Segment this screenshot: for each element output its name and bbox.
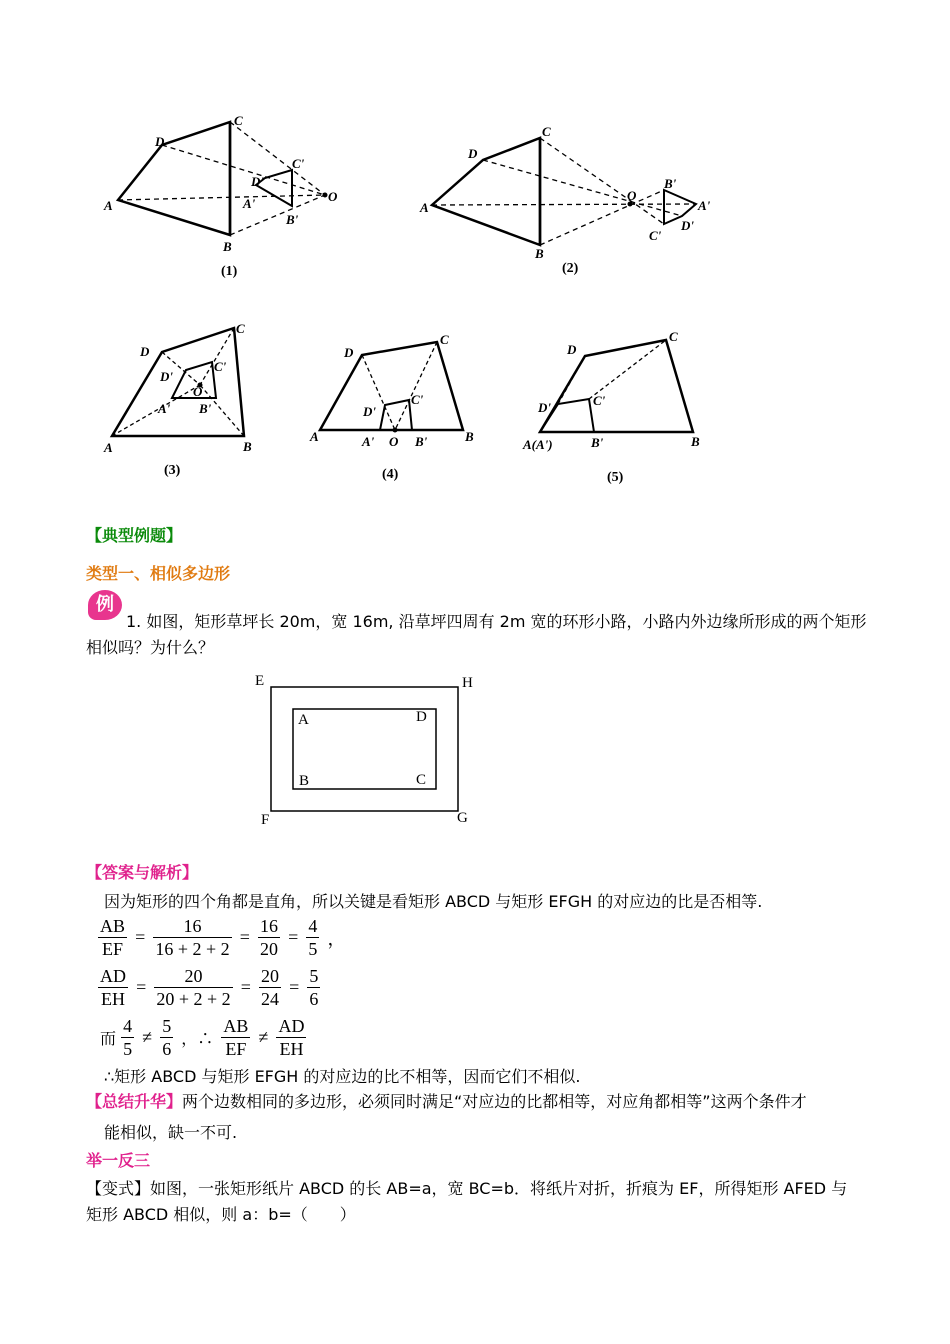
fig4-label-c1: C' xyxy=(411,392,424,407)
eq3-a-den: 5 xyxy=(123,1039,133,1059)
fig2-label-d1: D' xyxy=(681,218,694,233)
equation-1: $\frac{AB}{EF}$ = $\frac{16}{16 + 2 + 2}$ = $\frac{16}{20}$ = $\frac{4}{5}$ ， xyxy=(100,916,346,959)
eq3-d-den: EH xyxy=(279,1039,304,1059)
summary-text-1: 两个边数相同的多边形，必须同时满足“对应边的比都相等，对应角都相等”这两个条件才 xyxy=(182,1092,807,1111)
eq1-res-den: 5 xyxy=(308,939,318,959)
fig4-label-o: O xyxy=(389,434,399,449)
summary-line-2: 能相似，缺一不可. xyxy=(104,1123,238,1142)
eq3-a-num: 4 xyxy=(123,1016,133,1036)
fig4-label-b1: B' xyxy=(415,434,428,449)
inner-rect-abcd xyxy=(293,709,436,789)
caption-1: (1) xyxy=(221,264,238,279)
caption-5: (5) xyxy=(607,470,624,485)
eq1-lhs-num: AB xyxy=(100,916,126,936)
practice-line-1: 【变式】如图，一张矩形纸片 ABCD 的长 AB=a，宽 BC=b．将纸片对折，折痕为 EF，所得矩形 AFED 与 xyxy=(86,1179,848,1198)
fig3-label-a1: A' xyxy=(158,401,171,416)
fig2-label-b1: B' xyxy=(664,176,677,191)
eq2-res-den: 6 xyxy=(309,989,319,1009)
eq1-mid-num: 16 xyxy=(153,915,231,938)
fig1-label-c1: C' xyxy=(292,156,305,171)
fig5-label-d1: D' xyxy=(538,400,551,415)
caption-4: (4) xyxy=(382,467,399,482)
eq2-res-num: 5 xyxy=(309,966,319,986)
fig1-label-a1: A' xyxy=(243,196,256,211)
practice-heading: 举一反三 xyxy=(86,1151,151,1170)
fig1-label-d1: D' xyxy=(251,174,264,189)
fig2-label-a: A xyxy=(420,200,429,215)
outer-rect-efgh xyxy=(271,687,458,811)
problem-line-1: 1. 如图，矩形草坪长 20m，宽 16m, 沿草坪四周有 2m 宽的环形小路，小路内外边缘所形成的两个矩形 xyxy=(126,612,867,631)
figure-5 xyxy=(540,340,693,432)
eq1-mid-den: 16 + 2 + 2 xyxy=(155,939,230,959)
fig4-label-c: C xyxy=(440,332,449,347)
eq3-c-num: AB xyxy=(223,1016,249,1036)
typical-examples-heading: 【典型例题】 xyxy=(86,526,183,545)
figures-svg xyxy=(0,0,950,500)
eq1-lhs-den: EF xyxy=(102,939,124,959)
fig3-label-d: D xyxy=(140,344,150,359)
eq3-prefix: 而 xyxy=(100,1031,117,1048)
answer-conclusion: ∴矩形 ABCD 与矩形 EFGH 的对应边的比不相等，因而它们不相似. xyxy=(104,1067,581,1086)
fig5-label-c: C xyxy=(669,329,678,344)
rect-label-g: G xyxy=(457,810,468,826)
rect-label-c: C xyxy=(416,772,427,788)
fig1-label-c: C xyxy=(234,113,243,128)
rect-label-h: H xyxy=(462,675,473,691)
eq3-c-den: EF xyxy=(225,1039,247,1059)
rectangle-figure xyxy=(240,665,500,835)
fig2-label-a1: A' xyxy=(698,198,711,213)
figure-4 xyxy=(320,342,463,430)
eq3-sep: ，∴ xyxy=(181,1031,214,1048)
eq1-r-den: 20 xyxy=(260,939,279,959)
fig3-label-a: A xyxy=(104,440,113,455)
rect-label-b: B xyxy=(299,773,310,789)
rect-label-d: D xyxy=(416,709,427,725)
eq2-lhs-den: EH xyxy=(101,989,125,1009)
equation-3: 而 $\frac{4}{5}$ ≠ $\frac{5}{6}$ ，∴ $\frac{AB}{EF}$ ≠ $\frac{AD}{EH}$ xyxy=(100,1016,305,1059)
rect-label-f: F xyxy=(261,812,270,828)
eq3-b-num: 5 xyxy=(162,1016,172,1036)
fig5-label-a: A(A') xyxy=(523,437,553,452)
fig1-label-d: D xyxy=(155,134,165,149)
eq2-r-den: 24 xyxy=(261,989,279,1009)
summary-line-1 xyxy=(86,1089,807,1115)
fig4-label-b: B xyxy=(465,429,474,444)
fig3-label-o: O xyxy=(193,384,203,399)
rect-label-e: E xyxy=(255,673,265,689)
fig3-label-d1: D' xyxy=(160,369,173,384)
fig4-label-a1: A' xyxy=(362,434,375,449)
eq1-r-num: 16 xyxy=(260,916,279,936)
eq2-lhs-num: AD xyxy=(100,966,126,986)
fig5-label-c1: C' xyxy=(593,393,606,408)
fig4-label-a: A xyxy=(310,429,319,444)
fig1-label-o: O xyxy=(328,189,338,204)
fig5-label-b1: B' xyxy=(591,435,604,450)
equation-2: $\frac{AD}{EH}$ = $\frac{20}{20 + 2 + 2}$ = $\frac{20}{24}$ = $\frac{5}{6}$ xyxy=(100,966,319,1009)
fig2-label-b: B xyxy=(535,246,544,261)
fig2-label-o: O xyxy=(627,188,637,203)
eq3-b-den: 6 xyxy=(162,1039,172,1059)
caption-3: (3) xyxy=(164,463,181,478)
fig2-label-c: C xyxy=(542,124,551,139)
eq1-res-num: 4 xyxy=(308,916,318,936)
eq2-r-num: 20 xyxy=(261,966,279,986)
fig1-label-b1: B' xyxy=(286,212,299,227)
fig1-label-b: B xyxy=(223,239,232,254)
type-one-heading: 类型一、相似多边形 xyxy=(86,564,231,583)
problem-line-2: 相似吗？为什么？ xyxy=(86,638,215,657)
figure-3 xyxy=(112,328,244,436)
fig3-label-c1: C' xyxy=(214,359,227,374)
eq3-d-num: AD xyxy=(278,1016,305,1036)
answer-intro: 因为矩形的四个角都是直角，所以关键是看矩形 ABCD 与矩形 EFGH 的对应边的比是否相等. xyxy=(104,892,763,911)
caption-2: (2) xyxy=(562,261,579,276)
example-badge-text: 例 xyxy=(96,594,114,615)
fig4-label-d1: D' xyxy=(363,404,376,419)
fig2-label-d: D xyxy=(468,146,478,161)
answer-heading: 【答案与解析】 xyxy=(86,863,199,882)
eq2-mid-num: 20 xyxy=(154,965,232,988)
fig5-label-b: B xyxy=(691,434,700,449)
practice-line-2: 矩形 ABCD 相似，则 a：b=（ ） xyxy=(86,1205,356,1224)
eq1-tail: ， xyxy=(327,928,346,949)
fig4-label-d: D xyxy=(344,345,354,360)
fig2-label-c1: C' xyxy=(649,228,662,243)
fig1-label-a: A xyxy=(104,198,113,213)
example-badge xyxy=(88,590,122,620)
eq2-mid-den: 20 + 2 + 2 xyxy=(156,989,231,1009)
summary-heading: 【总结升华】 xyxy=(86,1092,183,1111)
rect-label-a: A xyxy=(298,712,309,728)
fig3-label-b1: B' xyxy=(199,401,212,416)
fig5-label-d: D xyxy=(567,342,577,357)
fig3-label-b: B xyxy=(243,439,252,454)
fig3-label-c: C xyxy=(236,321,245,336)
